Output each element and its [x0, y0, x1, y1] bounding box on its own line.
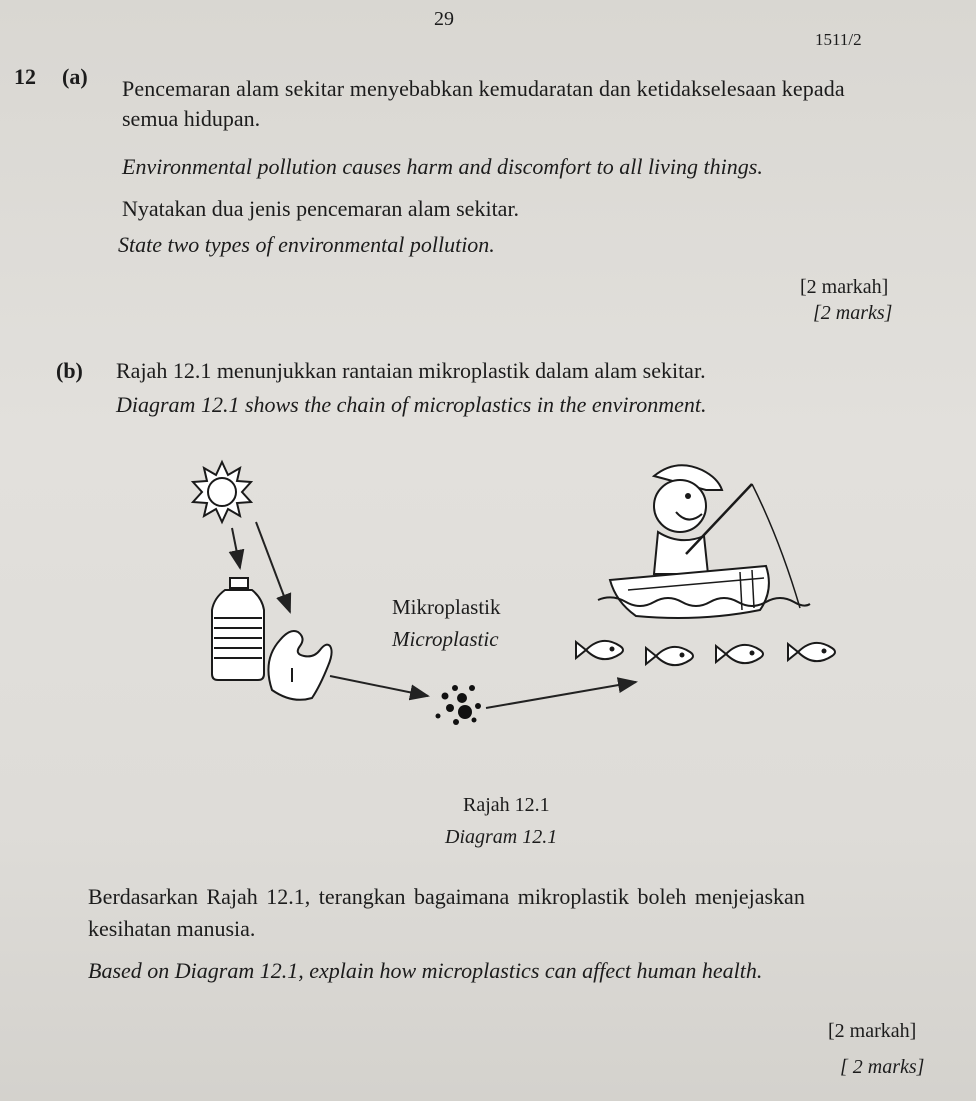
part-a-task-en: State two types of environmental pollution.: [118, 232, 495, 257]
diagram-label-ms: Mikroplastik: [392, 595, 501, 619]
part-b-marks-ms: [2 markah]: [828, 1020, 917, 1042]
part-b-task-en: Based on Diagram 12.1, explain how microplastics can affect human health.: [88, 958, 763, 983]
bottle-icon: [212, 578, 264, 680]
plastic-bag-icon: [268, 631, 331, 700]
part-b-intro-ms: Rajah 12.1 menunjukkan rantaian mikroplastik dalam alam sekitar.: [116, 358, 706, 383]
part-b-intro-en: Diagram 12.1 shows the chain of microplastics in the environment.: [116, 392, 707, 417]
part-a-intro-en: Environmental pollution causes harm and discomfort to all living things.: [122, 154, 763, 179]
diagram-caption-en: Diagram 12.1: [445, 826, 558, 848]
part-a-intro-ms-line2: semua hidupan.: [122, 106, 261, 131]
part-a-marks-en: [2 marks]: [813, 302, 893, 324]
diagram-label-en: Microplastic: [392, 627, 499, 651]
part-a-marks-ms: [2 markah]: [800, 276, 889, 298]
part-b-label: (b): [56, 358, 83, 383]
sun-icon: [193, 462, 251, 522]
boat-icon: [598, 566, 810, 618]
part-a-label: (a): [62, 64, 88, 89]
microplastic-chain-diagram: [180, 450, 860, 730]
question-number: 12: [14, 64, 36, 89]
part-b-marks-en: [ 2 marks]: [840, 1056, 925, 1078]
microplastic-particles-icon: [436, 685, 482, 725]
part-b-task-ms-line1: Berdasarkan Rajah 12.1, terangkan bagaimana mikroplastik boleh menjejaskan: [88, 884, 805, 909]
part-a-intro-ms-line1: Pencemaran alam sekitar menyebabkan kemudaratan dan ketidakselesaan kepada: [122, 76, 845, 101]
page-number: 29: [434, 8, 454, 30]
part-b-task-ms-line2: kesihatan manusia.: [88, 916, 256, 941]
diagram-caption-ms: Rajah 12.1: [463, 794, 550, 816]
fish-icon: [576, 641, 835, 665]
paper-code: 1511/2: [815, 30, 862, 49]
part-a-task-ms: Nyatakan dua jenis pencemaran alam sekitar.: [122, 196, 520, 221]
